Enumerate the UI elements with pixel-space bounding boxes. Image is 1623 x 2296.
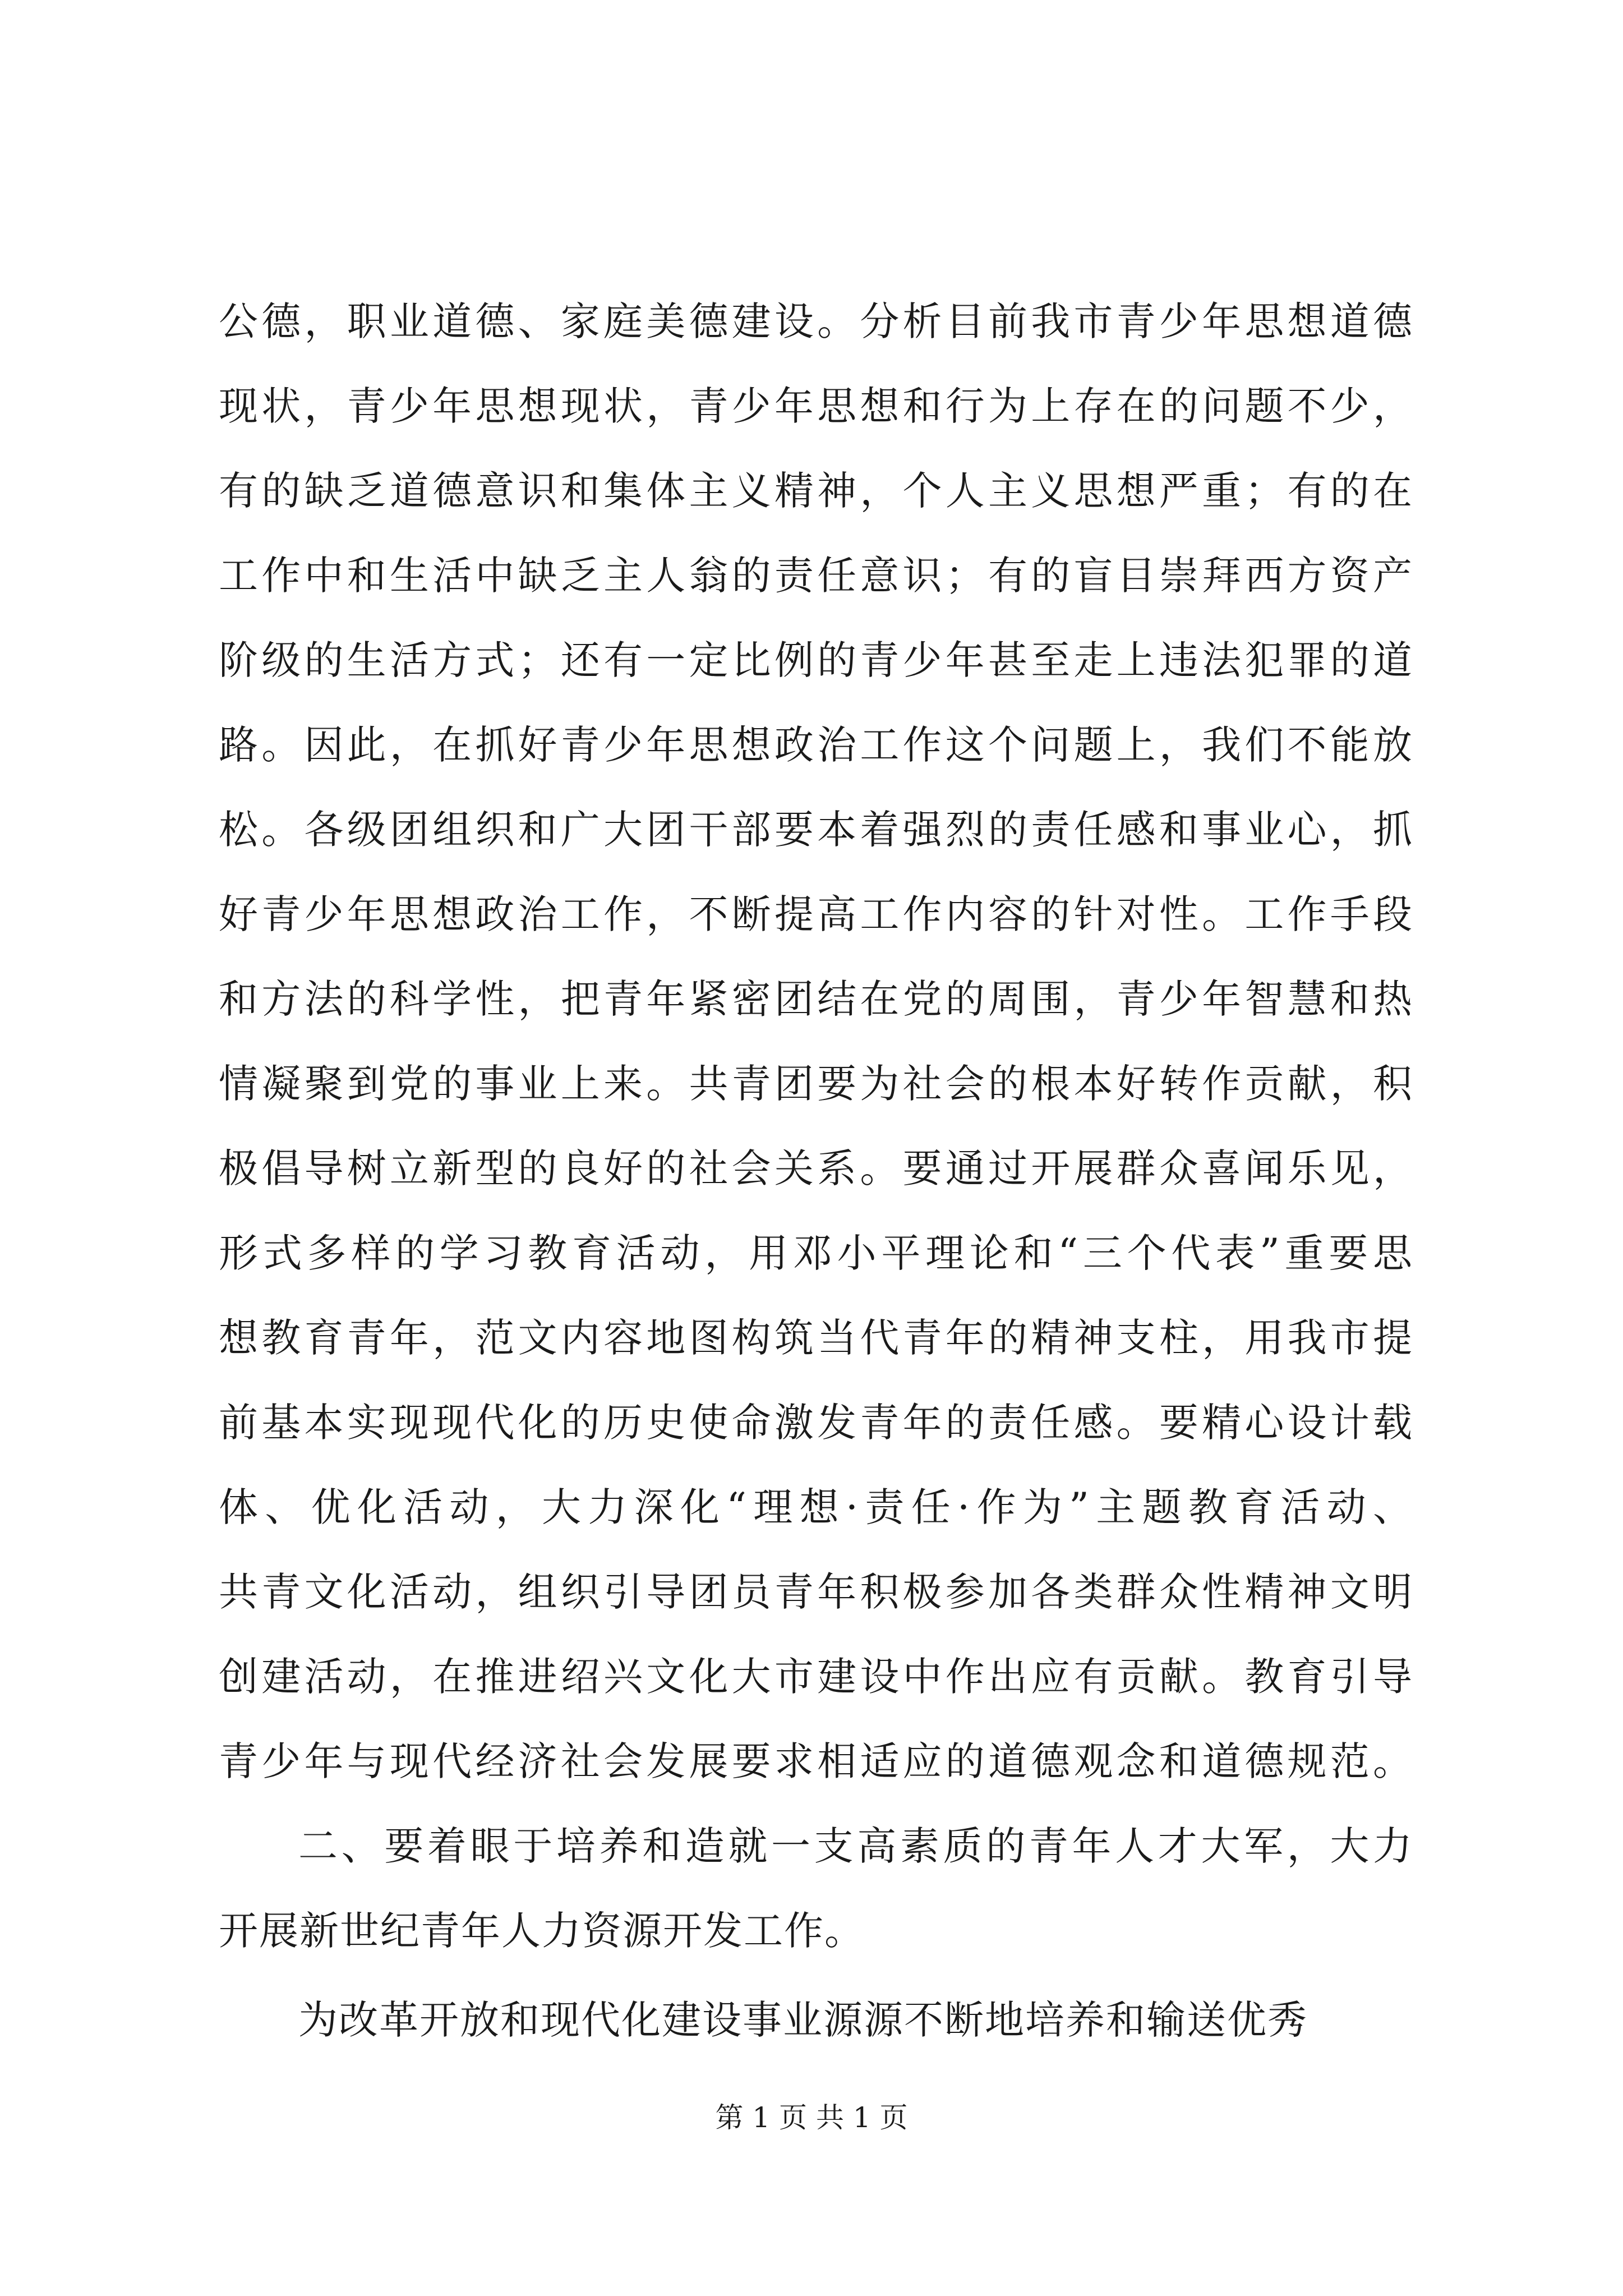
- text-line: 形式多样的学习教育活动，用邓小平理论和“三个代表”重要思: [219, 1230, 1413, 1276]
- text-line: 前基本实现现代化的历史使命激发青年的责任感。要精心设计载: [219, 1400, 1413, 1446]
- text-line: 极倡导树立新型的良好的社会关系。要通过开展群众喜闻乐见，: [219, 1145, 1413, 1191]
- text-line: 共青文化活动，组织引导团员青年积极参加各类群众性精神文明: [219, 1569, 1413, 1615]
- text-line: 创建活动，在推进绍兴文化大市建设中作出应有贡献。教育引导: [219, 1654, 1413, 1700]
- text-line: 体、优化活动，大力深化“理想·责任·作为”主题教育活动、: [219, 1484, 1413, 1530]
- text-line: 情凝聚到党的事业上来。共青团要为社会的根本好转作贡献，积: [219, 1061, 1413, 1107]
- page-number-footer: 第 1 页 共 1 页: [715, 2101, 908, 2134]
- text-line: 好青少年思想政治工作，不断提高工作内容的针对性。工作手段: [219, 891, 1413, 937]
- section-heading-line: 二、要着眼于培养和造就一支高素质的青年人才大军，大力: [298, 1823, 1413, 1869]
- text-line: 有的缺乏道德意识和集体主义精神，个人主义思想严重；有的在: [219, 468, 1413, 514]
- text-line: 为改革开放和现代化建设事业源源不断地培养和输送优秀: [298, 1997, 1308, 2043]
- text-line: 公德，职业道德、家庭美德建设。分析目前我市青少年思想道德: [219, 298, 1413, 344]
- text-line: 阶级的生活方式；还有一定比例的青少年甚至走上违法犯罪的道: [219, 637, 1413, 683]
- text-line: 路。因此，在抓好青少年思想政治工作这个问题上，我们不能放: [219, 722, 1413, 768]
- text-line: 和方法的科学性，把青年紧密团结在党的周围，青少年智慧和热: [219, 976, 1413, 1022]
- text-line: 工作中和生活中缺乏主人翁的责任意识；有的盲目崇拜西方资产: [219, 553, 1413, 599]
- body-text: [219, 279, 1413, 2063]
- text-line: 青少年与现代经济社会发展要求相适应的道德观念和道德规范。: [219, 1738, 1413, 1784]
- text-line: 松。各级团组织和广大团干部要本着强烈的责任感和事业心，抓: [219, 807, 1413, 853]
- text-line: 现状，青少年思想现状，青少年思想和行为上存在的问题不少，: [219, 383, 1413, 429]
- text-line: 想教育青年，范文内容地图构筑当代青年的精神支柱，用我市提: [219, 1315, 1413, 1361]
- section-heading-line: 开展新世纪青年人力资源开发工作。: [219, 1908, 865, 1954]
